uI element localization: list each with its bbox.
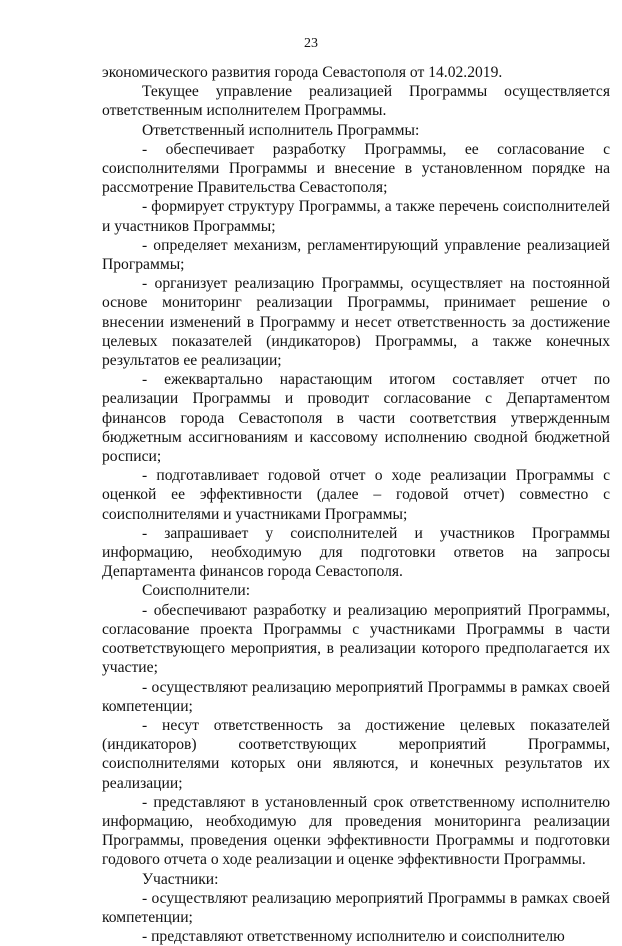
document-body — [102, 63, 610, 946]
paragraph: экономического развития города Севастополя от 14.02.2019. — [102, 64, 503, 81]
paragraph: - формирует структуру Программы, а также перечень соисполнителей и участников Программы; — [102, 198, 610, 235]
paragraph: Ответственный исполнитель Программы: — [142, 121, 420, 139]
paragraph: - организует реализацию Программы, осуществляет на постоянной основе мониторинг реализации Программы, принимает решение о внесении изменений в Программу и несет ответственность за достижение целевых показателей (индикаторов) Программы, а также конечных результатов ее реализации; — [102, 275, 610, 370]
paragraph: - подготавливает годовой отчет о ходе реализации Программы с оценкой ее эффективности (далее – годовой отчет) совместно с соисполнителями и участниками Программы; — [102, 467, 610, 523]
paragraph: - осуществляют реализацию мероприятий Программы в рамках своей компетенции; — [102, 889, 610, 926]
paragraph: Соисполнители: — [142, 582, 251, 600]
paragraph: - представляют ответственному исполнителю и соисполнителю — [142, 928, 565, 946]
paragraph: Участники: — [142, 870, 219, 888]
paragraph: - ежеквартально нарастающим итогом составляет отчет по реализации Программы и проводит согласование с Департаментом финансов города Севастополя в части соответствия утвержденным бюджетным ассигнованиям и кассовому исполнению сводной бюджетной росписи; — [102, 371, 610, 466]
page-number: 23 — [304, 36, 318, 51]
paragraph: - запрашивает у соисполнителей и участников Программы информацию, необходимую для подготовки ответов на запросы Департамента финансов города Севастополя. — [102, 524, 610, 581]
paragraph: - несут ответственность за достижение целевых показателей (индикаторов) соответствующих мероприятий Программы, соисполнителями которых они являются, и конечных результатов их реализации; — [102, 716, 610, 792]
paragraph: - обеспечивает разработку Программы, ее согласование с соисполнителями Программы и внесение в установленном порядке на рассмотрение Правительства Севастополя; — [102, 140, 610, 197]
paragraph: - определяет механизм, регламентирующий управление реализацией Программы; — [102, 236, 610, 274]
paragraph: - представляют в установленный срок ответственному исполнителю информацию, необходимую для проведения мониторинга реализации Программы, проведения оценки эффективности Программы и подготовки годового отчета о ходе реализации и оценке эффективности Программы. — [102, 793, 610, 869]
paragraph: - осуществляют реализацию мероприятий Программы в рамках своей компетенции; — [102, 678, 610, 715]
paragraph: Текущее управление реализацией Программы осуществляется ответственным исполнителем Программы. — [102, 83, 610, 120]
paragraph: - обеспечивают разработку и реализацию мероприятий Программы, согласование проекта Программы с участниками Программы в части соответствующего мероприятия, в реализации которого предполагается их участие; — [102, 601, 610, 677]
